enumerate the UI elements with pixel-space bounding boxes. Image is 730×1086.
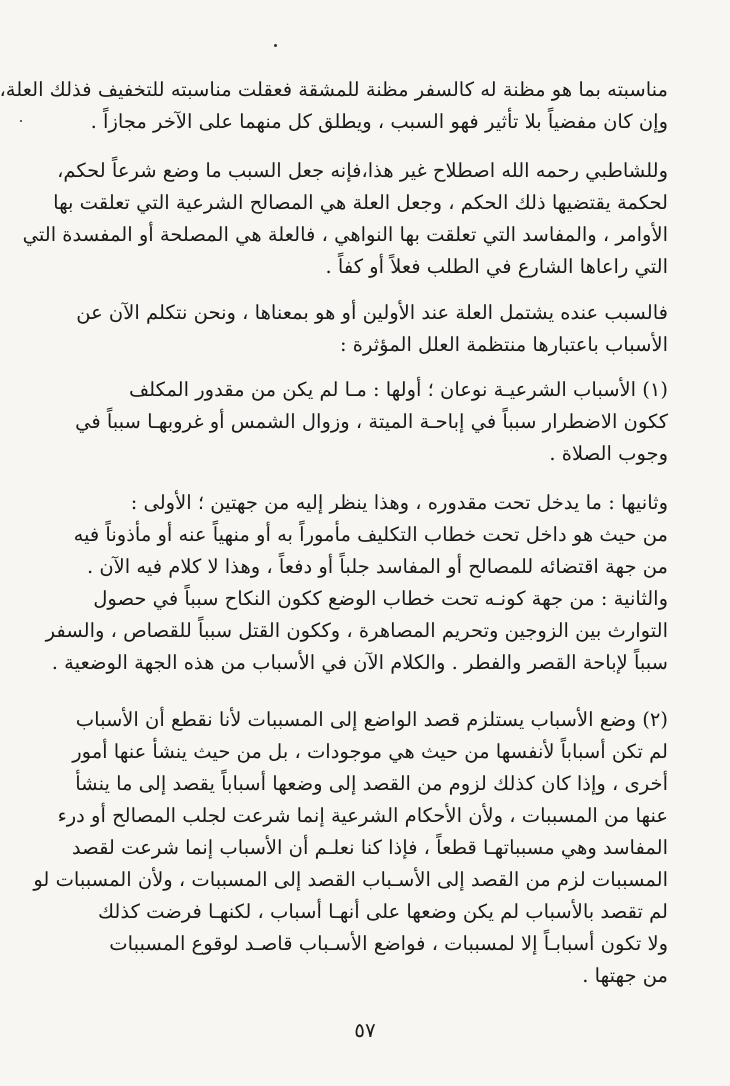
text-line: (٢) وضع الأسباب يستلزم قصد الواضع إلى المسببات لأنا نقطع أن الأسباب (75, 708, 668, 731)
text-line: لحكمة يقتضيها ذلك الحكم ، وجعل العلة هي المصالح الشرعية التي تعلقت بها (53, 191, 668, 214)
text-line: الأوامر ، والمفاسد التي تعلقت بها النواهي ، فالعلة هي المصلحة أو المفسدة التي (22, 223, 668, 246)
page-number: ٥٧ (354, 1018, 376, 1042)
text-line: التوارث بين الزوجين وتحريم المصاهرة ، وككون القتل سبباً للقصاص ، والسفر (45, 619, 668, 642)
text-line: التي راعاها الشارع في الطلب فعلاً أو كفاً . (325, 255, 668, 278)
text-line: من حيث هو داخل تحت خطاب التكليف مأموراً به أو منهياً عنه أو مأذوناً فيه (73, 523, 668, 546)
text-line: مناسبته بما هو مظنة له كالسفر مظنة للمشقة فعقلت مناسبته للتخفيف فذلك العلة، (0, 78, 668, 101)
text-line: وإن كان مفضياً بلا تأثير فهو السبب ، ويطلق كل منهما على الآخر مجازاً . (90, 110, 668, 133)
text-line: (١) الأسباب الشرعيـة نوعان ؛ أولها : مـا لم يكن من مقدور المكلف (129, 378, 668, 401)
text-line: لم تكن أسباباً لأنفسها من حيث هي موجودات ، بل من حيث ينشأ عنها أمور (72, 740, 668, 763)
text-line: ولا تكون أسبابـاً إلا لمسببات ، فواضع الأسـباب قاصـد لوقوع المسببات (109, 932, 668, 955)
text-line: وثانيها : ما يدخل تحت مقدوره ، وهذا ينظر إليه من جهتين ؛ الأولى : (130, 491, 668, 514)
text-line: سبباً لإباحة القصر والفطر . والكلام الآن في الأسباب من هذه الجهة الوضعية . (51, 651, 668, 674)
text-line: عنها من المسببات ، ولأن الأحكام الشرعية إنما شرعت لجلب المصالح أو درء (57, 804, 668, 827)
paragraph-1 (0, 74, 668, 138)
text-line: من جهتها . (582, 964, 668, 987)
paragraph-2 (22, 155, 668, 283)
paragraph-4 (70, 374, 668, 470)
text-line: أخرى ، وإذا كان كذلك لزوم من القصد إلى وضعها أسباباً يقصد إلى ما ينشأ (75, 772, 668, 795)
paragraph-3 (70, 297, 668, 361)
paragraph-6 (33, 704, 668, 992)
text-line: ككون الاضطرار سبباً في إباحـة الميتة ، وزوال الشمس أو غروبهـا سبباً في (75, 410, 668, 433)
text-line: الأسباب باعتبارها منتظمة العلل المؤثرة : (339, 333, 668, 356)
text-line: والثانية : من جهة كونـه تحت خطاب الوضع ككون النكاح سبباً في حصول (93, 587, 668, 610)
paragraph-5 (45, 487, 668, 679)
text-line: فالسبب عنده يشتمل العلة عند الأولين أو هو بمعناها ، ونحن نتكلم الآن عن (76, 301, 668, 324)
text-line: المفاسد وهي مسبباتهـا قطعاً ، فإذا كنا نعلـم أن الأسباب إنما شرعت لقصد (71, 836, 668, 859)
text-line: وللشاطبي رحمه الله اصطلاح غير هذا،فإنه جعل السبب ما وضع شرعاً لحكم، (57, 159, 668, 182)
text-line: المسببات لزم من القصد إلى الأسـباب القصد إلى المسببات ، ولأن المسببات لو (33, 868, 668, 891)
text-line: من جهة اقتضائه للمصالح أو المفاسد جلباً أو دفعاً ، وهذا لا كلام فيه الآن . (86, 555, 668, 578)
text-line: لم تقصد بالأسباب لم يكن وضعها على أنهـا أسباب ، لكنهـا فرضت كذلك (97, 900, 668, 923)
ink-speck (20, 120, 22, 122)
text-line: وجوب الصلاة . (549, 442, 668, 465)
ink-speck (274, 44, 277, 47)
